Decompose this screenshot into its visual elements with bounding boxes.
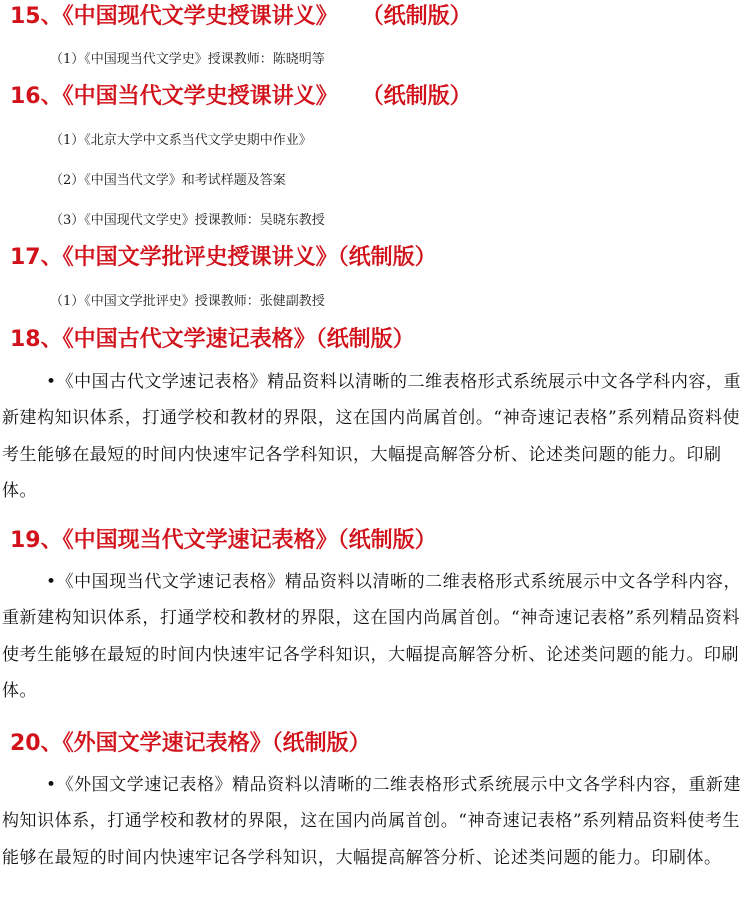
section-20-heading: 20、《外国文学速记表格》（纸制版） (10, 731, 371, 756)
section-15-heading (10, 2, 472, 32)
section-19-paragraph (2, 564, 742, 709)
section-20-paragraph (2, 767, 742, 876)
section-15-item-1: （1）《中国现当代文学史》授课教师：陈晓明等 (50, 52, 325, 67)
section-16-item-2: （2）《中国当代文学》和考试样题及答案 (50, 173, 286, 188)
section-18-paragraph-text: •《中国古代文学速记表格》精品资料以清晰的二维表格形式系统展示中文各学科内容，重新建构知识体系，打通学校和教材的界限，这在国内尚属首创。“神奇速记表格”系列精品资料使考生能够在最短的时间内快速牢记各学科知识，大幅提高解答分析、论述类问题的能力。印刷体。 (2, 372, 742, 501)
section-16-title: 16、《中国当代文学史授课讲义》 (10, 84, 338, 109)
section-15-title: 15、《中国现代文学史授课讲义》 (10, 4, 338, 29)
section-18-heading: 18、《中国古代文学速记表格》（纸制版） (10, 327, 415, 352)
section-16-item-1: （1）《北京大学中文系当代文学史期中作业》 (50, 133, 312, 148)
section-18-paragraph (2, 364, 742, 509)
section-17-item-1: （1）《中国文学批评史》授课教师：张健副教授 (50, 294, 325, 309)
section-16-format: （纸制版） (361, 84, 472, 109)
section-19-paragraph-text: •《中国现当代文学速记表格》精品资料以清晰的二维表格形式系统展示中文各学科内容，重新建构知识体系，打通学校和教材的界限，这在国内尚属首创。“神奇速记表格”系列精品资料使考生能够在最短的时间内快速牢记各学科知识，大幅提高解答分析、论述类问题的能力。印刷体。 (2, 572, 742, 701)
section-20-paragraph-text: •《外国文学速记表格》精品资料以清晰的二维表格形式系统展示中文各学科内容，重新建构知识体系，打通学校和教材的界限，这在国内尚属首创。“神奇速记表格”系列精品资料使考生能够在最短的时间内快速牢记各学科知识，大幅提高解答分析、论述类问题的能力。印刷体。 (2, 775, 742, 868)
section-16-heading (10, 82, 472, 112)
section-15-format: （纸制版） (361, 4, 472, 29)
section-16-item-3: （3）《中国现代文学史》授课教师：吴晓东教授 (50, 213, 325, 228)
section-17-heading: 17、《中国文学批评史授课讲义》（纸制版） (10, 245, 437, 270)
section-19-heading: 19、《中国现当代文学速记表格》（纸制版） (10, 528, 437, 553)
